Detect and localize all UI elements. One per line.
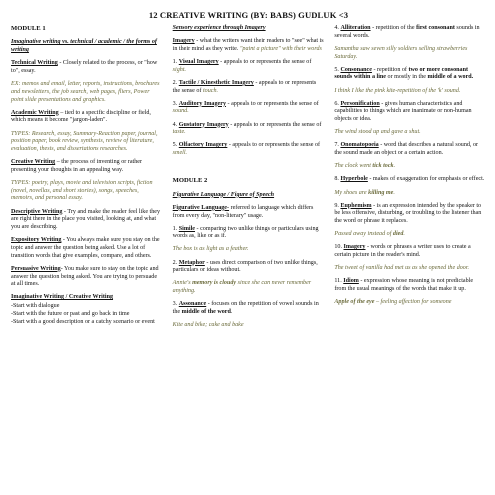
term-onomatopoeia: Onomatopoeia (340, 142, 379, 149)
item-definition: - appeals to or represents the sense of (227, 142, 321, 149)
section-heading-writing-forms: Imaginative writing vs. technical / academic / the forms of writing (11, 39, 157, 54)
def-assonance: - focuses on the repetition of vowel sounds in the (172, 301, 319, 316)
example-text: My shoes are (334, 189, 369, 196)
module-2-heading: MODULE 2 (172, 177, 208, 185)
metaphor-entry (173, 260, 325, 275)
def-imagery-device: - words or phrases a writer uses to create a certain picture in the reader's mind. (334, 244, 471, 259)
descriptive-writing-entry (11, 209, 163, 232)
metaphor-example (173, 280, 325, 295)
imagery-entry (173, 38, 325, 53)
personification-example: The wind stood up and gave a shut. (334, 129, 421, 136)
example-text: . (403, 231, 405, 238)
imagery-item (173, 101, 325, 116)
onomatopoeia-entry (334, 142, 486, 157)
def-hyperbole: - makes of exaggeration for emphasis or effect. (367, 176, 485, 183)
example-highlight: killing me (368, 189, 394, 196)
term-creative-writing: Creative Writing (11, 159, 56, 166)
def-highlight: first consonant (416, 25, 455, 31)
item-number: 3. (172, 301, 179, 308)
def-alliteration-end: sounds in several words. (334, 25, 480, 39)
example-text: – feeling affection for someone (374, 299, 452, 306)
example-text: Passed away instead of (334, 231, 393, 238)
persuasive-writing-entry (11, 266, 163, 289)
def-technical-writing: - Closely related to the process, or "how to", essay. (11, 60, 158, 74)
item-definition: - appeals to or represents the sense of (228, 121, 322, 128)
alliteration-entry (334, 25, 486, 40)
item-number: 2. (172, 79, 179, 86)
assonance-entry (173, 301, 325, 316)
term-metaphor: Metaphor (178, 259, 205, 266)
item-sense: touch. (202, 87, 219, 94)
hyperbole-entry (334, 176, 486, 184)
def-academic-writing: – tied to a specific discipline or field, which means it become "jargon-laden". (11, 109, 151, 124)
item-number: 8. (334, 176, 341, 183)
list-item: -Start with the future or past and go back in time (11, 310, 130, 317)
idiom-entry (334, 278, 486, 293)
spacer (173, 163, 325, 177)
def-highlight: middle of the word (181, 309, 231, 316)
term-auditory-imagery: Auditory Imagery (178, 100, 226, 107)
section-heading-imagery: Sensory experience through Imagery (172, 25, 266, 31)
imaginative-writing-list (11, 303, 163, 326)
def-persuasive-writing: - You make sure to stay on the topic and answer the question being asked. You are trying to persuade at all times. (11, 265, 159, 288)
term-alliteration: Alliteration (340, 25, 371, 31)
term-personification: Personification (340, 100, 380, 107)
academic-writing-types: TYPES: Research, essay, Summary-Reaction paper, journal, position paper, book review, synthesis, review of literature, evaluation, thesis, and dissertations researches. (11, 130, 158, 152)
term-simile: Simile (178, 225, 196, 232)
term-assonance: Assonance (178, 301, 207, 308)
simile-example: The box is as light as a feather. (172, 246, 249, 253)
term-tactile-imagery: Tactile / Kinesthetic Imagery (178, 79, 254, 86)
def-alliteration: - repetition of the (370, 25, 417, 31)
consonance-example: I think I like the pink kite-repetition of the 'k' sound. (334, 87, 461, 94)
item-number: 10. (334, 244, 344, 251)
imagery-device-example: The tweet of vanilla had met us as she opened the door. (334, 265, 470, 272)
term-consonance: Consonance (340, 66, 372, 73)
technical-writing-entry (11, 60, 163, 75)
item-definition: - appeals to or represents the sense of (226, 100, 319, 107)
list-item: -Start with a good description or a catchy scenario or event (11, 318, 155, 325)
item-number: 5. (334, 66, 341, 73)
example-highlight: died (392, 231, 404, 238)
term-persuasive-writing: Persuasive Writing (11, 265, 61, 272)
imagery-quote: "paint a picture" with their words (239, 45, 322, 52)
term-idiom: Idiom (343, 278, 359, 285)
example-highlight: tick tock (372, 163, 394, 170)
item-number: 5. (172, 142, 179, 149)
term-academic-writing: Academic Writing (11, 109, 59, 116)
imagery-item (173, 122, 325, 137)
term-imagery-device: Imagery (343, 244, 366, 251)
item-sense: sight. (172, 66, 187, 73)
example-text: The clock went (334, 163, 373, 170)
example-text: Annie's (172, 280, 193, 287)
item-number: 11. (334, 278, 344, 285)
def-expository-writing: - You always make sure you stay on the topic and answer the question being asked. Use a lot of transition words that give examples, compare, and others. (11, 237, 160, 259)
term-visual-imagery: Visual Imagery (178, 58, 219, 65)
creative-writing-entry (11, 159, 163, 174)
def-highlight: two or more consonant sounds within a line (334, 66, 469, 81)
term-expository-writing: Expository Writing (11, 237, 62, 244)
simile-entry (173, 226, 325, 241)
list-item: -Start with dialogue (11, 303, 60, 310)
term-technical-writing: Technical Writing (11, 60, 58, 67)
imagery-item (173, 59, 325, 74)
item-number: 4. (334, 25, 341, 31)
imagery-item (173, 142, 325, 157)
imagery-item (173, 80, 325, 95)
term-olfactory-imagery: Olfactory Imagery (178, 142, 228, 149)
hyperbole-example (334, 190, 486, 198)
example-highlight: Apple of the eye (334, 299, 375, 306)
example-text: . (393, 189, 395, 196)
consonance-entry (334, 67, 486, 82)
figurative-language-entry (173, 205, 325, 220)
def-descriptive-writing: - Try and make the reader feel like they are right there in the place you visited, looking at, and what you are describing. (11, 208, 161, 231)
item-number: 6. (334, 100, 341, 107)
def-euphemism: - is an expression intended by the speaker to be less offensive, disturbing, or troubling to the listener than the word or phrase it replaces. (334, 202, 482, 225)
creative-writing-types: TYPES: poetry, plays, movie and television scripts, fiction (novel, novellas, and short stories), songs, speeches, memoirs, and personal essay. (11, 179, 153, 202)
column-2 (173, 25, 325, 335)
def-creative-writing: – the process of inventing or rather presenting your thoughts in an appealing way. (11, 159, 142, 173)
term-gustatory-imagery: Gustatory Imagery (178, 121, 229, 128)
personification-entry (334, 101, 486, 124)
def-consonance-mid: or mostly in the (386, 74, 428, 81)
term-hyperbole: Hyperbole (340, 176, 368, 183)
def-onomatopoeia: - word that describes a natural sound, or the sound made an object or a certain action. (334, 142, 479, 157)
term-descriptive-writing: Descriptive Writing (11, 208, 63, 215)
term-imagery: Imagery (172, 38, 195, 45)
euphemism-example (334, 231, 486, 239)
def-highlight: middle of a word. (427, 74, 474, 81)
column-3 (334, 25, 486, 335)
example-text: . (393, 163, 396, 170)
technical-writing-examples: EX: memos and email, letter, reports, instructions, brochures and newsletters, the job search, web pages, fliers, Power point slide presentations and graphics. (11, 81, 160, 103)
euphemism-entry (334, 203, 486, 226)
expository-writing-entry (11, 237, 163, 260)
def-end: . (230, 309, 233, 316)
alliteration-example: Samantha saw seven silly soldiers selling strawberries Saturday. (334, 45, 468, 60)
item-number: 2. (172, 259, 179, 266)
def-idiom: - expression whose meaning is not predictable from the usual meanings of the words that make it up. (334, 278, 474, 293)
section-heading-figurative: Figurative Language / Figure of Speech (172, 191, 275, 198)
module-1-heading: MODULE 1 (11, 25, 46, 32)
columns (11, 25, 486, 335)
item-sense: smell. (172, 150, 188, 157)
item-definition: - appeals to or represents the sense of (218, 58, 312, 65)
idiom-example (334, 299, 486, 307)
item-number: 7. (334, 142, 341, 149)
def-consonance: - repetition of (371, 66, 409, 73)
imagery-device-entry (334, 244, 486, 259)
item-number: 4. (172, 121, 179, 128)
def-simile: - comparing two unlike things or particulars using words as, like or as if. (172, 225, 319, 240)
item-number: 1. (172, 225, 179, 232)
def-personification: - gives human characteristics and capabilities to things which are inanimate or non-human objects or idea. (334, 100, 472, 123)
academic-writing-entry (11, 110, 163, 125)
item-number: 9. (334, 202, 341, 209)
def-metaphor: - uses direct comparison of two unlike things, particulars or ideas without. (172, 259, 318, 274)
term-figurative-language: Figurative Language- (172, 204, 230, 211)
onomatopoeia-example (334, 163, 486, 171)
item-number: 3. (172, 100, 179, 107)
def-figurative-language: referred to language which differs from every day, "non-literary" usage. (172, 204, 314, 219)
page-title: 12 CREATIVE WRITING (BY: BABS) GUDLUK <3 (148, 10, 349, 20)
item-sense: taste. (172, 129, 186, 136)
assonance-example: Kite and bike; cake and bake (172, 322, 244, 329)
column-1 (11, 25, 163, 335)
item-definition: - appeals to or represents the sense of (172, 79, 317, 94)
def-imagery: - what the writers want their readers to "see" what is in their mind as they write. (172, 38, 324, 52)
example-highlight: memory is cloudy (192, 280, 237, 287)
item-sense: sound. (172, 108, 189, 115)
item-number: 1. (172, 58, 179, 65)
term-euphemism: Euphemism (340, 202, 372, 209)
imaginative-writing-heading: Imaginative Writing / Creative Writing (11, 294, 114, 301)
example-text: since she can never remember anything. (172, 280, 312, 295)
